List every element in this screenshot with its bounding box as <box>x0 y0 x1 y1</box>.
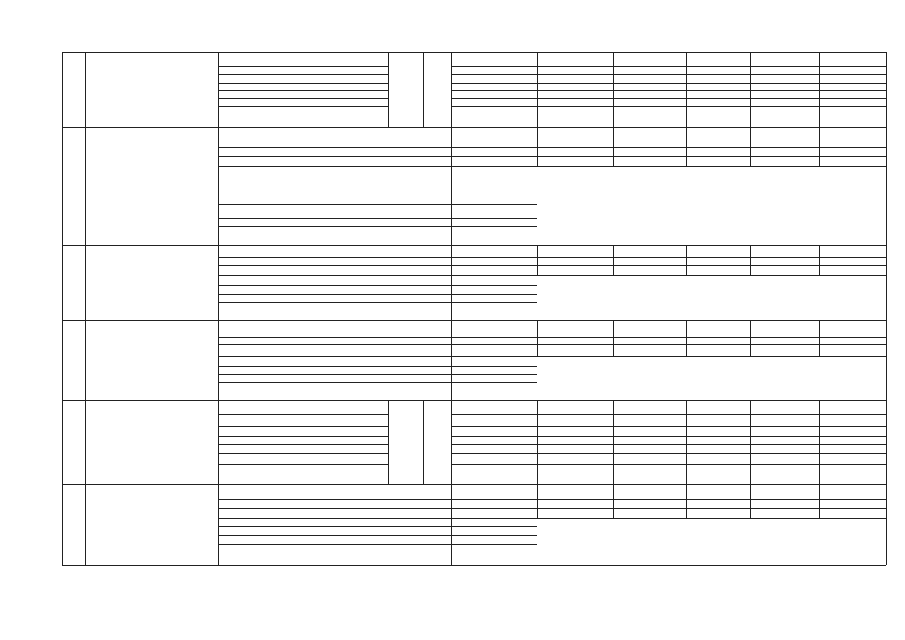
row-rule <box>218 337 451 338</box>
table-rule <box>886 400 887 484</box>
row-rule <box>537 436 613 437</box>
row-rule <box>537 265 613 266</box>
row-rule <box>451 285 537 286</box>
table-rule <box>750 127 751 166</box>
row-rule <box>686 83 750 84</box>
row-rule <box>537 275 613 276</box>
row-rule <box>218 147 451 148</box>
table-rule <box>819 52 820 127</box>
row-rule <box>613 337 686 338</box>
row-rule <box>750 265 819 266</box>
row-rule <box>451 366 537 367</box>
table-rule <box>686 400 687 484</box>
row-rule <box>686 156 750 157</box>
row-rule <box>686 66 750 67</box>
table-rule <box>451 400 452 484</box>
row-rule <box>613 275 686 276</box>
row-rule <box>451 414 537 415</box>
table-rule <box>613 400 614 484</box>
section-top-rule <box>62 320 886 321</box>
row-rule <box>218 526 451 527</box>
row-rule <box>451 499 537 500</box>
row-rule <box>613 436 686 437</box>
row-rule <box>218 204 451 205</box>
table-rule <box>423 400 424 484</box>
row-rule <box>819 106 886 107</box>
table-rule <box>750 484 751 518</box>
section-top-rule <box>62 245 886 246</box>
table-rule <box>686 245 687 275</box>
row-rule <box>750 356 819 357</box>
row-rule <box>686 426 750 427</box>
row-rule <box>613 464 686 465</box>
row-rule <box>451 257 537 258</box>
section-top-rule <box>62 52 886 53</box>
row-rule <box>613 265 686 266</box>
row-rule <box>819 356 886 357</box>
table-rule <box>537 127 538 166</box>
row-rule <box>218 436 388 437</box>
row-rule <box>613 166 686 167</box>
table-rule <box>750 400 751 484</box>
row-rule <box>750 166 819 167</box>
row-rule <box>750 106 819 107</box>
row-rule <box>613 147 686 148</box>
table-rule <box>218 400 219 484</box>
table-rule <box>537 320 538 356</box>
table-rule <box>451 127 452 245</box>
row-rule <box>819 436 886 437</box>
row-rule <box>537 414 613 415</box>
row-rule <box>451 106 537 107</box>
table-rule <box>613 320 614 356</box>
table-rule <box>218 52 219 127</box>
row-rule <box>686 453 750 454</box>
row-rule <box>750 344 819 345</box>
row-rule <box>819 90 886 91</box>
row-rule <box>451 74 537 75</box>
row-rule <box>613 90 686 91</box>
row-rule <box>537 106 613 107</box>
row-rule <box>537 90 613 91</box>
row-rule <box>686 436 750 437</box>
row-rule <box>537 66 613 67</box>
row-rule <box>451 508 537 509</box>
row-rule <box>686 356 750 357</box>
table-rule <box>451 484 452 565</box>
table-rule <box>613 127 614 166</box>
row-rule <box>750 444 819 445</box>
row-rule <box>686 90 750 91</box>
row-rule <box>451 90 537 91</box>
row-rule <box>218 265 451 266</box>
row-rule <box>819 257 886 258</box>
section-top-rule <box>62 127 886 128</box>
row-rule <box>686 444 750 445</box>
row-rule <box>819 98 886 99</box>
row-rule <box>537 156 613 157</box>
row-rule <box>613 426 686 427</box>
row-rule <box>750 436 819 437</box>
table-rule <box>85 245 86 320</box>
table-rule <box>886 245 887 320</box>
row-rule <box>451 66 537 67</box>
table-rule <box>451 320 452 400</box>
row-rule <box>451 436 537 437</box>
table-rule <box>537 52 538 127</box>
row-rule <box>750 90 819 91</box>
row-rule <box>613 499 686 500</box>
row-rule <box>750 156 819 157</box>
row-rule <box>537 166 613 167</box>
row-rule <box>613 453 686 454</box>
row-rule <box>537 83 613 84</box>
row-rule <box>613 356 686 357</box>
row-rule <box>537 147 613 148</box>
row-rule <box>218 344 451 345</box>
row-rule <box>451 374 537 375</box>
row-rule <box>218 426 388 427</box>
row-rule <box>613 508 686 509</box>
table-rule <box>886 320 887 400</box>
row-rule <box>819 444 886 445</box>
row-rule <box>451 344 537 345</box>
section-top-rule <box>62 400 886 401</box>
row-rule <box>218 275 451 276</box>
table-rule <box>85 320 86 400</box>
row-rule <box>451 544 537 545</box>
table-rule <box>886 52 887 127</box>
row-rule <box>750 518 819 519</box>
row-rule <box>819 499 886 500</box>
table-rule <box>686 52 687 127</box>
table-rule <box>613 52 614 127</box>
row-rule <box>451 204 537 205</box>
row-rule <box>750 426 819 427</box>
row-rule <box>218 83 388 84</box>
row-rule <box>218 414 388 415</box>
row-rule <box>819 414 886 415</box>
table-bottom-rule <box>62 565 886 566</box>
row-rule <box>451 218 537 219</box>
row-rule <box>750 464 819 465</box>
section-top-rule <box>62 484 886 485</box>
row-rule <box>750 83 819 84</box>
row-rule <box>218 90 388 91</box>
table-rule <box>423 52 424 127</box>
row-rule <box>537 98 613 99</box>
table-rule <box>819 127 820 166</box>
row-rule <box>819 464 886 465</box>
row-rule <box>819 337 886 338</box>
row-rule <box>686 464 750 465</box>
table-rule <box>451 52 452 127</box>
row-rule <box>686 106 750 107</box>
row-rule <box>218 508 451 509</box>
row-rule <box>451 156 537 157</box>
row-rule <box>537 74 613 75</box>
row-rule <box>686 499 750 500</box>
row-rule <box>750 257 819 258</box>
row-rule <box>451 356 537 357</box>
row-rule <box>218 453 388 454</box>
row-rule <box>750 508 819 509</box>
table-rule <box>85 484 86 565</box>
row-rule <box>613 414 686 415</box>
row-rule <box>750 414 819 415</box>
table-rule <box>819 400 820 484</box>
row-rule <box>750 337 819 338</box>
row-rule <box>451 98 537 99</box>
table-rule <box>750 320 751 356</box>
row-rule <box>537 356 613 357</box>
row-rule <box>819 83 886 84</box>
table-rule <box>819 245 820 275</box>
row-rule <box>819 66 886 67</box>
row-rule <box>613 106 686 107</box>
row-rule <box>451 265 537 266</box>
row-rule <box>686 265 750 266</box>
row-rule <box>451 302 537 303</box>
row-rule <box>819 344 886 345</box>
row-rule <box>613 66 686 67</box>
row-rule <box>218 518 451 519</box>
row-rule <box>451 166 537 167</box>
row-rule <box>537 464 613 465</box>
row-rule <box>750 66 819 67</box>
table-rule <box>62 127 63 245</box>
row-rule <box>451 382 537 383</box>
row-rule <box>218 302 451 303</box>
row-rule <box>537 337 613 338</box>
table-rule <box>886 484 887 565</box>
row-rule <box>218 74 388 75</box>
table-rule <box>62 400 63 484</box>
row-rule <box>613 518 686 519</box>
table-rule <box>85 400 86 484</box>
row-rule <box>686 508 750 509</box>
row-rule <box>819 518 886 519</box>
row-rule <box>613 156 686 157</box>
table-rule <box>218 127 219 245</box>
row-rule <box>218 166 451 167</box>
table-rule <box>218 484 219 565</box>
row-rule <box>537 453 613 454</box>
row-rule <box>819 453 886 454</box>
row-rule <box>686 74 750 75</box>
row-rule <box>750 147 819 148</box>
row-rule <box>451 535 537 536</box>
row-rule <box>750 275 819 276</box>
row-rule <box>451 147 537 148</box>
row-rule <box>451 518 537 519</box>
table-rule <box>686 127 687 166</box>
table-rule <box>85 127 86 245</box>
table-rule <box>62 484 63 565</box>
row-rule <box>218 464 388 465</box>
row-rule <box>537 426 613 427</box>
table-rule <box>62 245 63 320</box>
table-rule <box>62 52 63 127</box>
row-rule <box>451 226 537 227</box>
row-rule <box>218 66 388 67</box>
row-rule <box>750 98 819 99</box>
row-rule <box>613 444 686 445</box>
row-rule <box>218 156 451 157</box>
table-rule <box>750 245 751 275</box>
row-rule <box>537 444 613 445</box>
table-rule <box>613 484 614 518</box>
row-rule <box>218 294 451 295</box>
row-rule <box>686 275 750 276</box>
row-rule <box>613 344 686 345</box>
row-rule <box>686 518 750 519</box>
table-rule <box>388 52 389 127</box>
row-rule <box>451 83 537 84</box>
row-rule <box>218 374 451 375</box>
row-rule <box>218 98 388 99</box>
row-rule <box>537 344 613 345</box>
table-rule <box>85 52 86 127</box>
row-rule <box>218 356 451 357</box>
table-rule <box>613 245 614 275</box>
row-rule <box>819 275 886 276</box>
row-rule <box>451 426 537 427</box>
row-rule <box>218 106 388 107</box>
row-rule <box>819 74 886 75</box>
row-rule <box>451 444 537 445</box>
table-rule <box>62 320 63 400</box>
row-rule <box>451 275 537 276</box>
row-rule <box>537 518 613 519</box>
row-rule <box>451 526 537 527</box>
row-rule <box>451 337 537 338</box>
row-rule <box>686 414 750 415</box>
row-rule <box>613 83 686 84</box>
row-rule <box>537 499 613 500</box>
table-rule <box>886 127 887 245</box>
row-rule <box>613 257 686 258</box>
row-rule <box>750 453 819 454</box>
row-rule <box>686 257 750 258</box>
row-rule <box>218 444 388 445</box>
row-rule <box>218 257 451 258</box>
row-rule <box>686 98 750 99</box>
table-rule <box>218 320 219 400</box>
table-rule <box>388 400 389 484</box>
table-rule <box>451 245 452 320</box>
row-rule <box>218 285 451 286</box>
row-rule <box>613 74 686 75</box>
row-rule <box>750 74 819 75</box>
row-rule <box>218 366 451 367</box>
row-rule <box>613 98 686 99</box>
table-rule <box>750 52 751 127</box>
row-rule <box>686 147 750 148</box>
row-rule <box>819 147 886 148</box>
row-rule <box>218 544 451 545</box>
row-rule <box>451 294 537 295</box>
row-rule <box>537 257 613 258</box>
row-rule <box>819 426 886 427</box>
table-rule <box>686 484 687 518</box>
row-rule <box>819 265 886 266</box>
table-rule <box>537 400 538 484</box>
row-rule <box>218 218 451 219</box>
table-rule <box>218 245 219 320</box>
row-rule <box>819 156 886 157</box>
table-rule <box>686 320 687 356</box>
table-rule <box>819 320 820 356</box>
row-rule <box>686 166 750 167</box>
row-rule <box>218 382 451 383</box>
row-rule <box>686 337 750 338</box>
table-rule <box>537 484 538 518</box>
row-rule <box>218 535 451 536</box>
row-rule <box>819 508 886 509</box>
table-rule <box>537 245 538 275</box>
row-rule <box>750 499 819 500</box>
table-rule <box>819 484 820 518</box>
row-rule <box>218 499 451 500</box>
row-rule <box>819 166 886 167</box>
row-rule <box>451 453 537 454</box>
row-rule <box>451 464 537 465</box>
row-rule <box>218 226 451 227</box>
row-rule <box>537 508 613 509</box>
row-rule <box>686 344 750 345</box>
